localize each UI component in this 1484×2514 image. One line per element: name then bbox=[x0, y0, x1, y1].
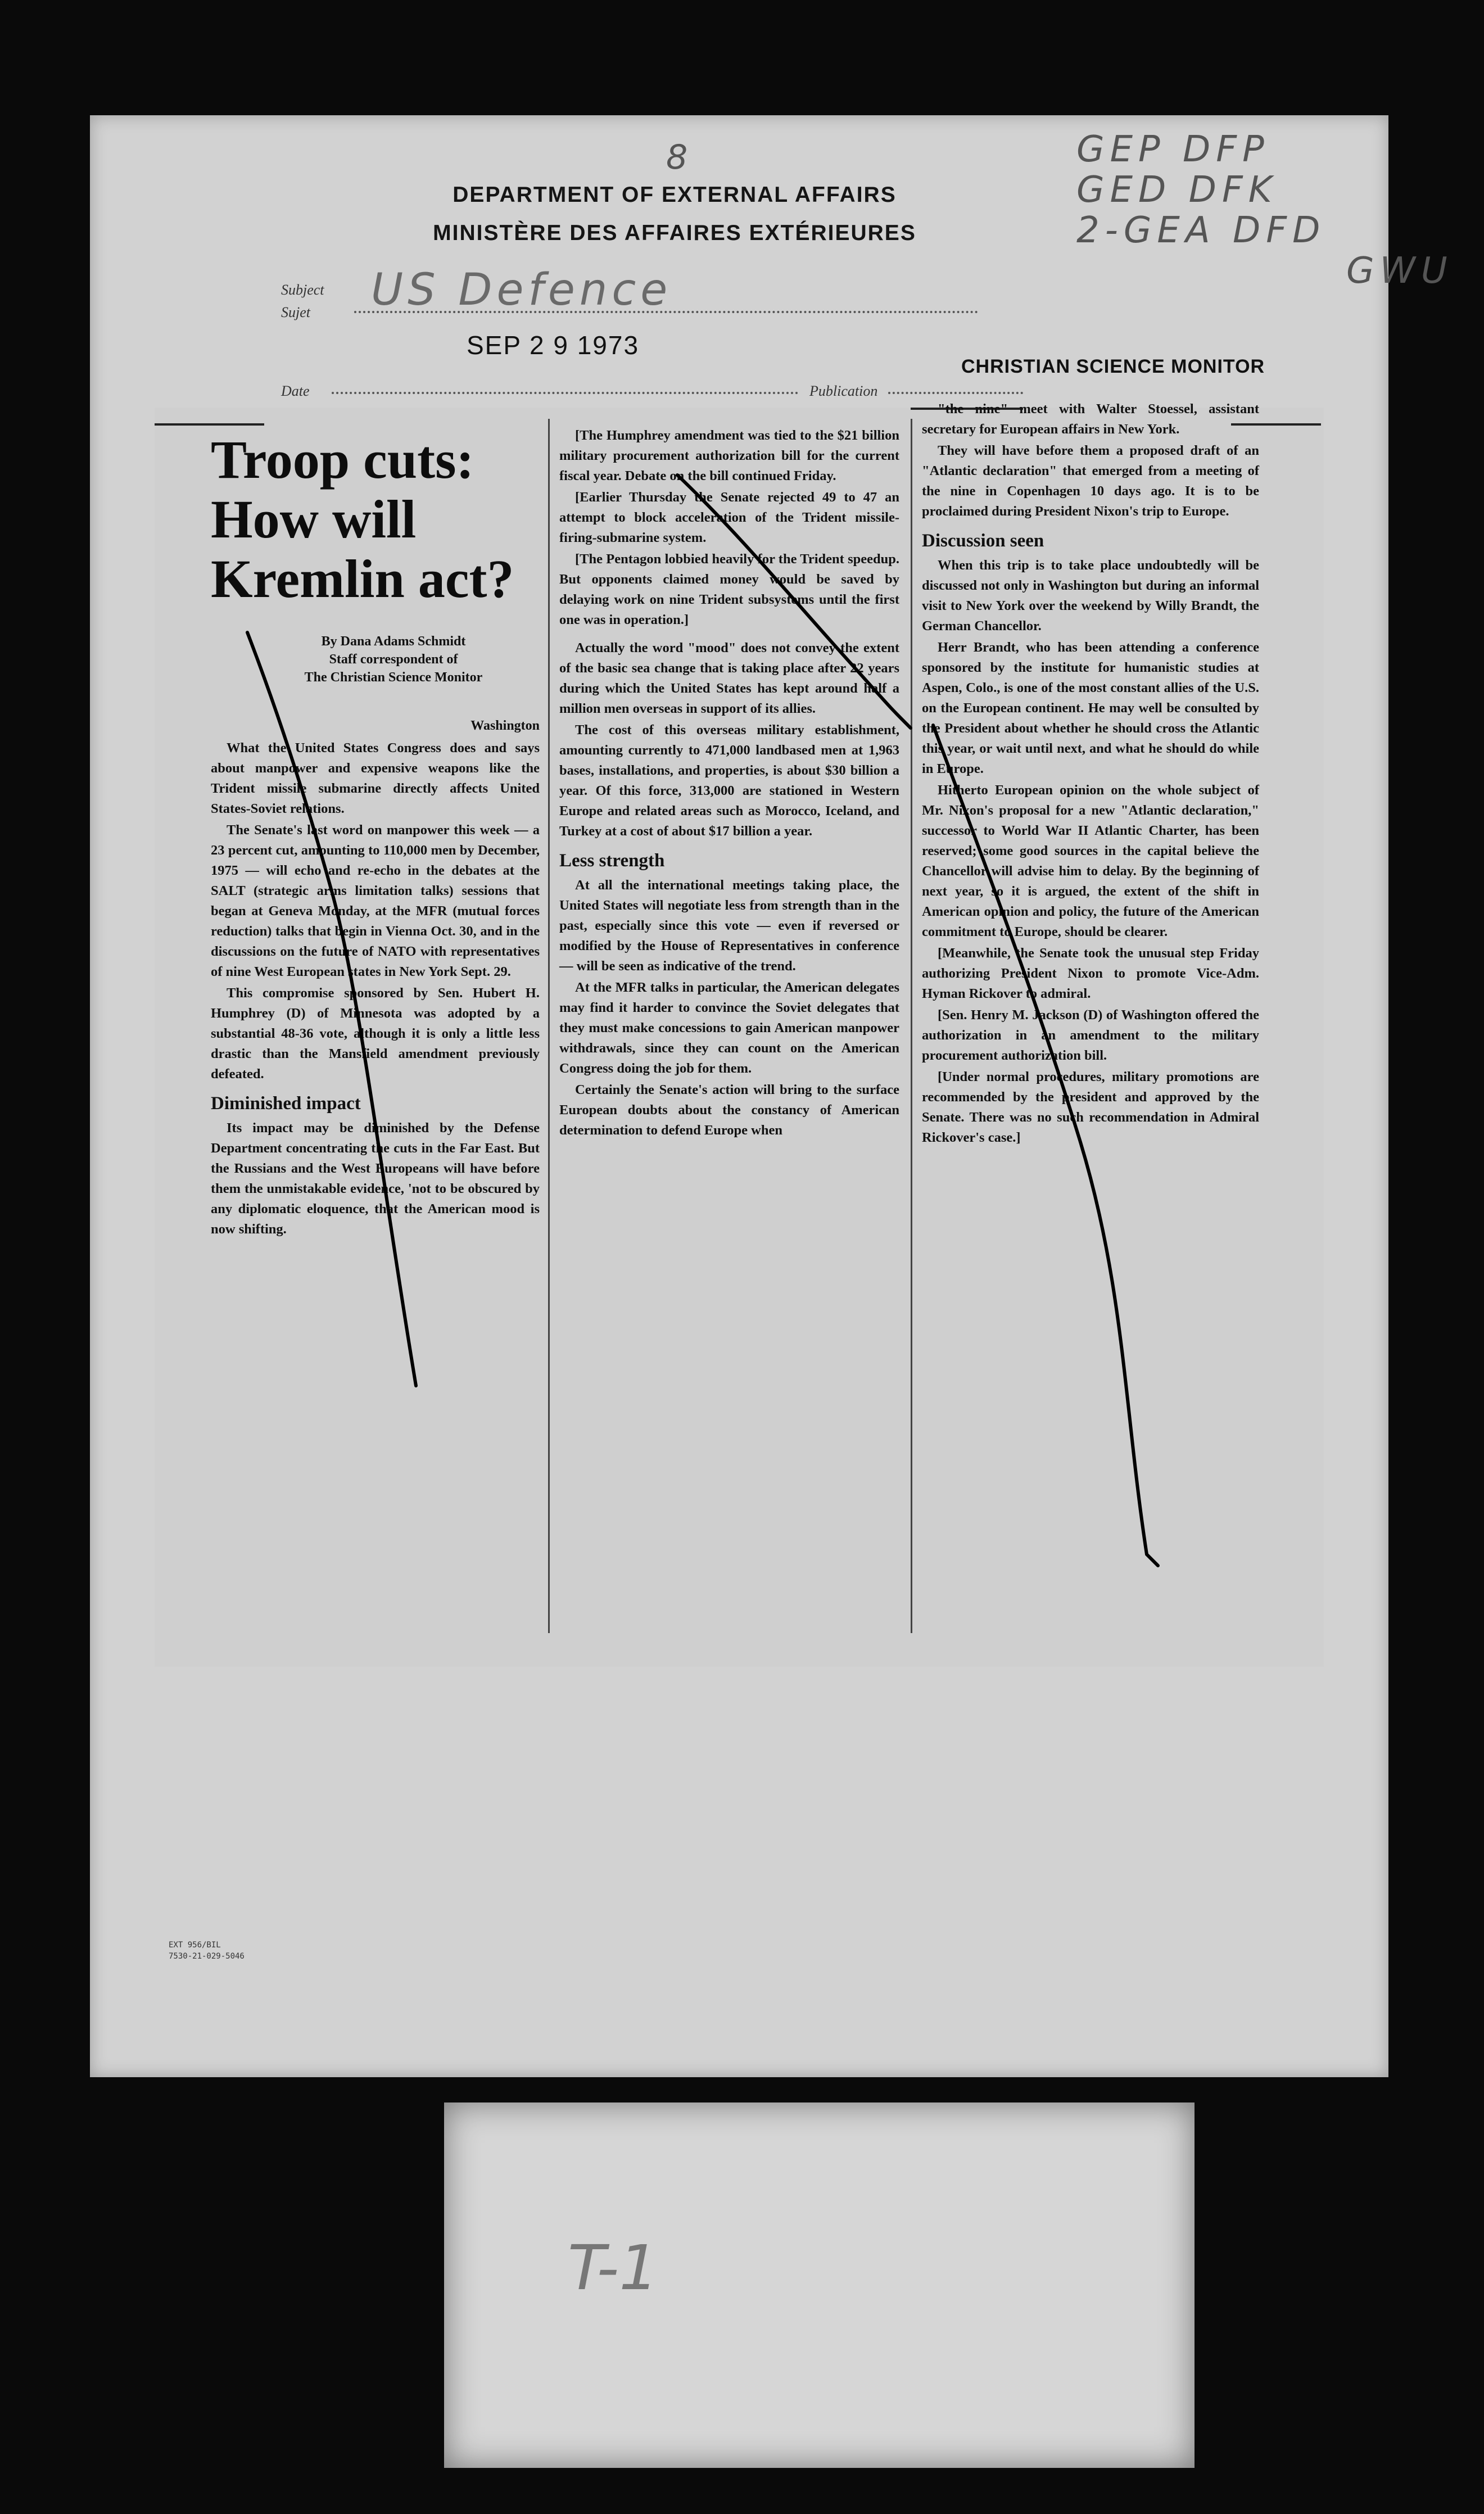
document-sheet bbox=[90, 115, 1453, 2077]
col2-paragraph: Certainly the Senate's action will bring to the surface European doubts about the constancy of American determination to defend Europe when bbox=[559, 1082, 899, 1138]
dept-name-en: DEPARTMENT OF EXTERNAL AFFAIRS bbox=[453, 183, 897, 207]
card-handwriting: T-1 bbox=[568, 2232, 659, 2304]
routing-line-2: GED DFK bbox=[1076, 169, 1278, 211]
byline-author: By Dana Adams Schmidt bbox=[321, 634, 466, 649]
col2-paragraph: At the MFR talks in particular, the American delegates may find it harder to convince the Soviet delegates that they must make concessions to gain American manpower withdrawals, since they can count on the American Congress doing the job for them. bbox=[559, 980, 899, 1076]
col2-paragraph: [The Pentagon lobbied heavily for the Trident speedup. But opponents claimed money would be saved by delaying work on nine Trident subsystems until the first one was in operation.] bbox=[559, 551, 899, 627]
routing-line-4: GWU bbox=[1346, 250, 1453, 292]
col1-paragraph: This compromise sponsored by Sen. Hubert H. Humphrey (D) of Minnesota was adopted by a substantial 48-36 vote, although it is only a little less drastic than the Mansfield amendment previously defeated. bbox=[211, 985, 540, 1082]
routing-line-1: GEP DFP bbox=[1076, 129, 1270, 170]
index-card bbox=[444, 2102, 1195, 2468]
col2-paragraph: The cost of this overseas military establishment, amounting currently to 471,000 landbased men at 1,963 bases, installations, and properties, is about $30 billion a year. Of this force, 313,000 are stationed in Western Europe and related areas such as Morocco, Iceland, and Turkey at a cost of about $17 billion a year. bbox=[559, 722, 899, 839]
col2-paragraph: [Earlier Thursday the Senate rejected 49 to 47 an attempt to block acceleration of the Trident missile-firing-submarine system. bbox=[559, 490, 899, 545]
subject-label: Subject bbox=[281, 282, 324, 298]
stroke-column-2 bbox=[677, 475, 911, 728]
dept-name-fr: MINISTÈRE DES AFFAIRES EXTÉRIEURES bbox=[433, 221, 916, 245]
col2-paragraph: At all the international meetings taking place, the United States will negotiate less from strength than in the past, especially since this vote — even if reversed or modified by the House of Representatives in conference — will be seen as indicative of the trend. bbox=[559, 878, 899, 974]
byline-paper: The Christian Science Monitor bbox=[304, 670, 483, 685]
dateline: Washington bbox=[470, 718, 540, 733]
stroke-column-1 bbox=[247, 632, 416, 1386]
col2-paragraph: Actually the word "mood" does not convey the extent of the basic sea change that is taking place after 22 years during which the United States has kept around half a million men overseas in support of its allies. bbox=[559, 640, 899, 716]
form-code-line-2: 7530-21-029-5046 bbox=[169, 1952, 245, 1961]
subhead-discussion-seen: Discussion seen bbox=[922, 531, 1044, 551]
col1-paragraph: What the United States Congress does and says about manpower and expensive weapons like the Trident missile submarine directly affects United States-Soviet relations. bbox=[211, 740, 540, 816]
col1-paragraph: The Senate's last word on manpower this week — a 23 percent cut, amounting to 110,000 men by December, 1975 — will echo and re-echo in the debates at the SALT (strategic arms limitation talks) sessions that began at Geneva Monday, at the MFR (mutual forces reduction) talks that begin in Vienna Oct. 30, and in the discussions on the future of NATO with representatives of nine West European states in New York Sept. 29. bbox=[211, 822, 540, 979]
routing-line-3: 2-GEA DFD bbox=[1076, 210, 1326, 251]
form-code bbox=[169, 1939, 245, 1962]
col3-paragraph: Hitherto European opinion on the whole subject of Mr. Nixon's proposal for a new "Atlantic declaration," successor to World War II Atlantic Charter, has been reserved; some good sources in the capital believe the Chancellor will advise him to delay. By the beginning of next year, so it is argued, the extent of the shift in American opinion and policy, the future of the American commitment to Europe, should be clearer. bbox=[922, 783, 1259, 939]
headline-line-1: Troop cuts: bbox=[211, 429, 474, 490]
col3-paragraph: [Sen. Henry M. Jackson (D) of Washington offered the authorization in an amendment to the military procurement authorization bill. bbox=[922, 1007, 1259, 1063]
byline-role: Staff correspondent of bbox=[329, 652, 458, 667]
form-code-line-1: EXT 956/BIL bbox=[169, 1941, 221, 1950]
publication-name: CHRISTIAN SCIENCE MONITOR bbox=[961, 356, 1265, 377]
col3-paragraph: "the nine" meet with Walter Stoessel, assistant secretary for European affairs in New York. bbox=[922, 401, 1259, 437]
subject-value: US Defence bbox=[371, 265, 672, 315]
col3-paragraph: [Under normal procedures, military promotions are recommended by the president and approved by the Senate. There was no such recommendation in Admiral Rickover's case.] bbox=[922, 1069, 1259, 1145]
sujet-label: Sujet bbox=[281, 304, 310, 320]
subhead-less-strength: Less strength bbox=[559, 851, 665, 871]
col3-paragraph: When this trip is to take place undoubtedly will be discussed not only in Washington but during an informal visit to New York over the weekend by Willy Brandt, the German Chancellor. bbox=[922, 558, 1259, 634]
page-number: 8 bbox=[666, 138, 688, 177]
publication-label: Publication bbox=[809, 383, 878, 399]
col3-paragraph: [Meanwhile, the Senate took the unusual step Friday authorizing President Nixon to promote Vice-Adm. Hyman Rickover to admiral. bbox=[922, 946, 1259, 1001]
date-stamp: SEP 2 9 1973 bbox=[467, 331, 640, 360]
col3-paragraph: They will have before them a proposed draft of an "Atlantic declaration" that emerged from a meeting of the nine in Copenhagen 10 days ago. It is to be proclaimed during President Nixon's trip to Europe. bbox=[922, 443, 1259, 519]
col1-paragraph: Its impact may be diminished by the Defense Department concentrating the cuts in the Far East. But the Russians and the West Europeans will have before them the unmistakable evidence, 'not to be obscured by any diplomatic eloquence, that the American mood is now shifting. bbox=[211, 1120, 540, 1237]
col3-paragraph: Herr Brandt, who has been attending a conference sponsored by the institute for humanistic studies at Aspen, Colo., is one of the most constant allies of the U.S. on the European continent. He may well be consulted by the President about whether he should cross the Atlantic this year, or wait until next, and what he should do while in Europe. bbox=[922, 640, 1259, 776]
subhead-diminished-impact: Diminished impact bbox=[211, 1093, 361, 1114]
headline-line-2: How will bbox=[211, 489, 417, 549]
stroke-column-3 bbox=[933, 725, 1158, 1566]
date-label: Date bbox=[281, 383, 310, 399]
col2-paragraph: [The Humphrey amendment was tied to the $21 billion military procurement authorization bill for the current fiscal year. Debate on the bill continued Friday. bbox=[559, 428, 899, 483]
headline-line-3: Kremlin act? bbox=[211, 549, 514, 609]
marker-strokes bbox=[90, 115, 1388, 2077]
